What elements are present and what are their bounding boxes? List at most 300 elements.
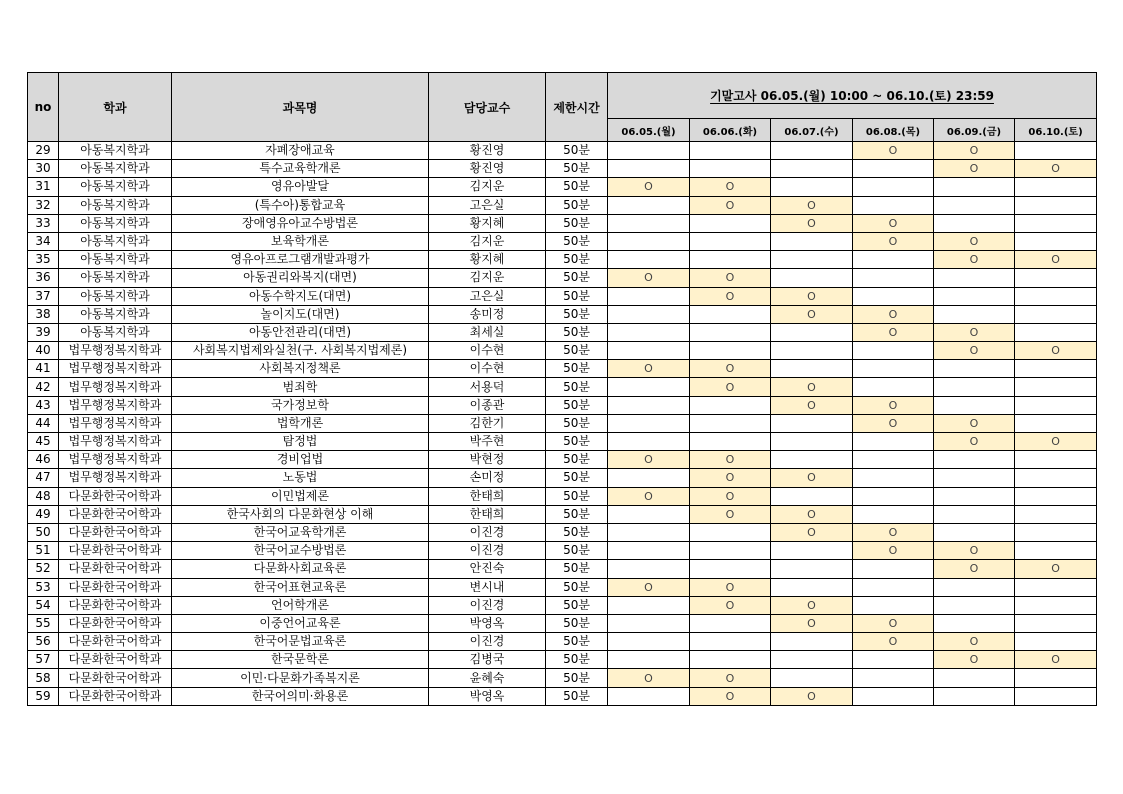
exam-day-empty — [608, 633, 690, 651]
exam-day-mark: O — [690, 178, 771, 196]
exam-day-mark: O — [1015, 342, 1097, 360]
exam-day-empty — [771, 178, 853, 196]
table-row — [28, 178, 1097, 196]
table-row — [28, 269, 1097, 287]
table-row — [28, 669, 1097, 687]
exam-day-empty — [853, 487, 934, 505]
cell-no: 51 — [28, 542, 59, 560]
exam-day-mark: O — [934, 323, 1015, 341]
cell-time-limit: 50분 — [546, 487, 608, 505]
table-row — [28, 251, 1097, 269]
exam-day-empty — [853, 251, 934, 269]
cell-professor: 김지운 — [429, 178, 546, 196]
exam-day-empty — [1015, 214, 1097, 232]
exam-day-empty — [1015, 323, 1097, 341]
exam-day-empty — [934, 687, 1015, 705]
cell-department: 다문화한국어학과 — [59, 614, 172, 632]
cell-professor: 이수현 — [429, 360, 546, 378]
cell-department: 다문화한국어학과 — [59, 560, 172, 578]
cell-course: 한국어교육학개론 — [172, 523, 429, 541]
cell-time-limit: 50분 — [546, 287, 608, 305]
cell-department: 법무행정복지학과 — [59, 414, 172, 432]
exam-day-empty — [853, 269, 934, 287]
exam-day-mark: O — [690, 196, 771, 214]
table-row — [28, 633, 1097, 651]
exam-day-mark: O — [690, 578, 771, 596]
exam-day-empty — [608, 142, 690, 160]
exam-day-mark: O — [934, 414, 1015, 432]
exam-day-empty — [608, 323, 690, 341]
exam-day-empty — [690, 633, 771, 651]
exam-day-mark: O — [853, 396, 934, 414]
exam-day-mark: O — [853, 214, 934, 232]
exam-day-empty — [608, 160, 690, 178]
table-row — [28, 305, 1097, 323]
exam-day-mark: O — [690, 596, 771, 614]
cell-department: 아동복지학과 — [59, 251, 172, 269]
exam-day-empty — [1015, 396, 1097, 414]
exam-day-empty — [690, 305, 771, 323]
table-row — [28, 469, 1097, 487]
cell-course: 놀이지도(대면) — [172, 305, 429, 323]
cell-professor: 황지혜 — [429, 251, 546, 269]
exam-day-empty — [608, 342, 690, 360]
exam-day-empty — [853, 378, 934, 396]
cell-course: 경비업법 — [172, 451, 429, 469]
exam-day-empty — [934, 523, 1015, 541]
exam-day-mark: O — [934, 142, 1015, 160]
exam-day-mark: O — [771, 505, 853, 523]
table-row — [28, 614, 1097, 632]
cell-department: 다문화한국어학과 — [59, 505, 172, 523]
cell-time-limit: 50분 — [546, 523, 608, 541]
exam-day-empty — [608, 287, 690, 305]
cell-professor: 이진경 — [429, 633, 546, 651]
table-row — [28, 487, 1097, 505]
exam-day-empty — [690, 160, 771, 178]
exam-day-empty — [608, 305, 690, 323]
exam-day-empty — [934, 287, 1015, 305]
cell-time-limit: 50분 — [546, 214, 608, 232]
table-row — [28, 396, 1097, 414]
exam-day-empty — [934, 614, 1015, 632]
exam-day-mark: O — [1015, 251, 1097, 269]
cell-course: 아동수학지도(대면) — [172, 287, 429, 305]
cell-course: 탐정법 — [172, 433, 429, 451]
table-row — [28, 578, 1097, 596]
exam-day-mark: O — [690, 269, 771, 287]
cell-course: 한국어문법교육론 — [172, 633, 429, 651]
exam-day-empty — [934, 378, 1015, 396]
col-header-no: no — [28, 73, 59, 142]
cell-course: 법학개론 — [172, 414, 429, 432]
table-row — [28, 160, 1097, 178]
exam-day-empty — [853, 687, 934, 705]
exam-day-empty — [771, 269, 853, 287]
cell-course: 국가정보학 — [172, 396, 429, 414]
cell-professor: 이진경 — [429, 542, 546, 560]
cell-course: 이중언어교육론 — [172, 614, 429, 632]
exam-day-mark: O — [608, 451, 690, 469]
exam-day-empty — [1015, 232, 1097, 250]
table-row — [28, 232, 1097, 250]
exam-day-mark: O — [771, 523, 853, 541]
exam-day-empty — [1015, 451, 1097, 469]
exam-day-empty — [1015, 378, 1097, 396]
cell-time-limit: 50분 — [546, 578, 608, 596]
cell-time-limit: 50분 — [546, 396, 608, 414]
col-header-time-limit: 제한시간 — [546, 73, 608, 142]
cell-time-limit: 50분 — [546, 560, 608, 578]
table-row — [28, 651, 1097, 669]
cell-time-limit: 50분 — [546, 614, 608, 632]
exam-day-empty — [690, 523, 771, 541]
exam-day-empty — [853, 669, 934, 687]
exam-day-empty — [771, 542, 853, 560]
cell-department: 법무행정복지학과 — [59, 360, 172, 378]
cell-course: 한국문학론 — [172, 651, 429, 669]
cell-time-limit: 50분 — [546, 633, 608, 651]
exam-day-empty — [608, 378, 690, 396]
cell-no: 45 — [28, 433, 59, 451]
cell-course: (특수아)통합교육 — [172, 196, 429, 214]
cell-professor: 김지운 — [429, 232, 546, 250]
exam-day-mark: O — [934, 542, 1015, 560]
cell-professor: 한태희 — [429, 487, 546, 505]
exam-day-empty — [771, 651, 853, 669]
exam-day-empty — [934, 487, 1015, 505]
cell-department: 법무행정복지학과 — [59, 433, 172, 451]
exam-period-title: 기말고사 06.05.(월) 10:00 ~ 06.10.(토) 23:59 — [608, 73, 1097, 119]
exam-day-empty — [690, 323, 771, 341]
cell-course: 영유아발달 — [172, 178, 429, 196]
exam-day-mark: O — [853, 633, 934, 651]
cell-professor: 황진영 — [429, 160, 546, 178]
exam-day-empty — [853, 596, 934, 614]
cell-no: 46 — [28, 451, 59, 469]
table-row — [28, 596, 1097, 614]
col-header-day: 06.06.(화) — [690, 119, 771, 142]
cell-time-limit: 50분 — [546, 251, 608, 269]
exam-day-empty — [1015, 596, 1097, 614]
cell-course: 언어학개론 — [172, 596, 429, 614]
cell-time-limit: 50분 — [546, 596, 608, 614]
table-row — [28, 433, 1097, 451]
cell-no: 57 — [28, 651, 59, 669]
exam-day-empty — [771, 251, 853, 269]
exam-day-mark: O — [853, 614, 934, 632]
exam-day-empty — [771, 578, 853, 596]
exam-day-empty — [934, 214, 1015, 232]
cell-course: 사회복지법제와실천(구. 사회복지법제론) — [172, 342, 429, 360]
cell-no: 48 — [28, 487, 59, 505]
exam-day-empty — [934, 178, 1015, 196]
cell-department: 아동복지학과 — [59, 323, 172, 341]
cell-no: 59 — [28, 687, 59, 705]
cell-professor: 안진숙 — [429, 560, 546, 578]
exam-day-empty — [690, 342, 771, 360]
cell-professor: 변시내 — [429, 578, 546, 596]
cell-department: 다문화한국어학과 — [59, 578, 172, 596]
exam-day-mark: O — [608, 487, 690, 505]
table-row — [28, 142, 1097, 160]
cell-course: 아동권리와복지(대면) — [172, 269, 429, 287]
exam-day-empty — [934, 305, 1015, 323]
exam-day-empty — [690, 214, 771, 232]
cell-time-limit: 50분 — [546, 178, 608, 196]
exam-day-empty — [934, 196, 1015, 214]
exam-day-empty — [853, 469, 934, 487]
exam-day-mark: O — [771, 596, 853, 614]
cell-course: 아동안전관리(대면) — [172, 323, 429, 341]
table-body — [28, 142, 1097, 706]
exam-day-empty — [608, 651, 690, 669]
exam-day-empty — [690, 414, 771, 432]
cell-time-limit: 50분 — [546, 505, 608, 523]
exam-day-mark: O — [690, 687, 771, 705]
exam-day-empty — [934, 505, 1015, 523]
header-row — [28, 73, 1097, 119]
table-row — [28, 214, 1097, 232]
cell-no: 42 — [28, 378, 59, 396]
exam-day-mark: O — [690, 669, 771, 687]
exam-day-empty — [771, 414, 853, 432]
cell-time-limit: 50분 — [546, 360, 608, 378]
exam-day-empty — [853, 578, 934, 596]
col-header-day: 06.08.(목) — [853, 119, 934, 142]
exam-day-empty — [771, 142, 853, 160]
exam-day-empty — [1015, 669, 1097, 687]
cell-professor: 김한기 — [429, 414, 546, 432]
exam-day-empty — [690, 396, 771, 414]
cell-time-limit: 50분 — [546, 232, 608, 250]
cell-course: 자폐장애교육 — [172, 142, 429, 160]
cell-department: 법무행정복지학과 — [59, 469, 172, 487]
exam-day-mark: O — [690, 469, 771, 487]
exam-day-empty — [1015, 287, 1097, 305]
exam-day-mark: O — [934, 560, 1015, 578]
cell-department: 아동복지학과 — [59, 287, 172, 305]
exam-day-empty — [608, 523, 690, 541]
cell-time-limit: 50분 — [546, 305, 608, 323]
cell-time-limit: 50분 — [546, 269, 608, 287]
exam-day-mark: O — [1015, 433, 1097, 451]
cell-professor: 한태희 — [429, 505, 546, 523]
exam-day-empty — [608, 505, 690, 523]
exam-day-mark: O — [771, 214, 853, 232]
exam-day-mark: O — [934, 433, 1015, 451]
cell-course: 이민·다문화가족복지론 — [172, 669, 429, 687]
exam-day-mark: O — [853, 232, 934, 250]
cell-no: 58 — [28, 669, 59, 687]
exam-day-empty — [771, 487, 853, 505]
cell-time-limit: 50분 — [546, 142, 608, 160]
exam-day-empty — [853, 505, 934, 523]
cell-professor: 박현정 — [429, 451, 546, 469]
table-row — [28, 560, 1097, 578]
exam-day-empty — [608, 560, 690, 578]
cell-time-limit: 50분 — [546, 414, 608, 432]
cell-no: 55 — [28, 614, 59, 632]
cell-professor: 황지혜 — [429, 214, 546, 232]
exam-day-mark: O — [934, 160, 1015, 178]
exam-day-mark: O — [690, 487, 771, 505]
exam-day-empty — [934, 469, 1015, 487]
cell-time-limit: 50분 — [546, 451, 608, 469]
cell-professor: 김병국 — [429, 651, 546, 669]
cell-department: 다문화한국어학과 — [59, 669, 172, 687]
exam-day-mark: O — [934, 251, 1015, 269]
exam-day-mark: O — [853, 523, 934, 541]
cell-no: 39 — [28, 323, 59, 341]
exam-day-empty — [608, 596, 690, 614]
cell-course: 노동법 — [172, 469, 429, 487]
exam-day-empty — [934, 269, 1015, 287]
exam-day-empty — [1015, 414, 1097, 432]
exam-day-mark: O — [934, 633, 1015, 651]
exam-day-mark: O — [853, 142, 934, 160]
cell-course: 영유아프로그램개발과평가 — [172, 251, 429, 269]
exam-day-mark: O — [853, 305, 934, 323]
cell-time-limit: 50분 — [546, 469, 608, 487]
exam-day-empty — [1015, 542, 1097, 560]
exam-day-empty — [690, 614, 771, 632]
col-header-day: 06.10.(토) — [1015, 119, 1097, 142]
exam-day-empty — [771, 342, 853, 360]
exam-day-empty — [934, 360, 1015, 378]
exam-day-empty — [608, 414, 690, 432]
cell-professor: 윤혜숙 — [429, 669, 546, 687]
exam-day-empty — [1015, 523, 1097, 541]
exam-day-mark: O — [771, 305, 853, 323]
exam-day-empty — [690, 251, 771, 269]
exam-day-empty — [690, 232, 771, 250]
exam-day-mark: O — [1015, 560, 1097, 578]
exam-day-mark: O — [853, 323, 934, 341]
cell-department: 법무행정복지학과 — [59, 451, 172, 469]
exam-day-empty — [690, 560, 771, 578]
cell-time-limit: 50분 — [546, 342, 608, 360]
exam-day-empty — [771, 323, 853, 341]
cell-no: 33 — [28, 214, 59, 232]
cell-department: 아동복지학과 — [59, 178, 172, 196]
exam-day-empty — [934, 669, 1015, 687]
cell-no: 31 — [28, 178, 59, 196]
cell-department: 법무행정복지학과 — [59, 342, 172, 360]
cell-department: 아동복지학과 — [59, 196, 172, 214]
cell-course: 장애영유아교수방법론 — [172, 214, 429, 232]
exam-day-empty — [771, 669, 853, 687]
table-row — [28, 542, 1097, 560]
exam-day-mark: O — [771, 378, 853, 396]
col-header-day: 06.09.(금) — [934, 119, 1015, 142]
cell-department: 아동복지학과 — [59, 160, 172, 178]
cell-course: 한국사회의 다문화현상 이해 — [172, 505, 429, 523]
col-header-department: 학과 — [59, 73, 172, 142]
table-row — [28, 323, 1097, 341]
exam-day-empty — [771, 232, 853, 250]
exam-day-empty — [853, 160, 934, 178]
exam-day-mark: O — [690, 378, 771, 396]
exam-day-empty — [934, 578, 1015, 596]
cell-no: 40 — [28, 342, 59, 360]
exam-day-mark: O — [771, 196, 853, 214]
cell-department: 아동복지학과 — [59, 269, 172, 287]
cell-time-limit: 50분 — [546, 669, 608, 687]
exam-day-empty — [1015, 633, 1097, 651]
cell-professor: 서용덕 — [429, 378, 546, 396]
exam-day-mark: O — [934, 232, 1015, 250]
exam-day-empty — [934, 396, 1015, 414]
cell-professor: 이종관 — [429, 396, 546, 414]
exam-day-empty — [1015, 178, 1097, 196]
exam-day-mark: O — [771, 687, 853, 705]
table-row — [28, 342, 1097, 360]
exam-day-empty — [771, 360, 853, 378]
cell-time-limit: 50분 — [546, 542, 608, 560]
exam-day-empty — [608, 542, 690, 560]
exam-day-empty — [608, 232, 690, 250]
cell-professor: 박영옥 — [429, 687, 546, 705]
exam-day-empty — [1015, 687, 1097, 705]
exam-day-empty — [608, 251, 690, 269]
table-row — [28, 505, 1097, 523]
cell-department: 다문화한국어학과 — [59, 687, 172, 705]
exam-day-mark: O — [608, 178, 690, 196]
cell-course: 특수교육학개론 — [172, 160, 429, 178]
cell-time-limit: 50분 — [546, 378, 608, 396]
cell-department: 다문화한국어학과 — [59, 633, 172, 651]
exam-day-empty — [853, 651, 934, 669]
col-header-day: 06.07.(수) — [771, 119, 853, 142]
exam-day-mark: O — [934, 342, 1015, 360]
exam-day-empty — [771, 560, 853, 578]
exam-day-empty — [608, 196, 690, 214]
exam-day-empty — [853, 560, 934, 578]
exam-day-empty — [771, 451, 853, 469]
cell-professor: 이진경 — [429, 596, 546, 614]
exam-day-empty — [1015, 142, 1097, 160]
cell-no: 56 — [28, 633, 59, 651]
exam-day-empty — [853, 178, 934, 196]
cell-professor: 고은실 — [429, 196, 546, 214]
cell-department: 다문화한국어학과 — [59, 523, 172, 541]
cell-course: 한국어교수방법론 — [172, 542, 429, 560]
exam-day-mark: O — [690, 451, 771, 469]
cell-department: 아동복지학과 — [59, 214, 172, 232]
cell-professor: 이진경 — [429, 523, 546, 541]
exam-day-empty — [934, 596, 1015, 614]
cell-no: 43 — [28, 396, 59, 414]
cell-time-limit: 50분 — [546, 651, 608, 669]
cell-no: 47 — [28, 469, 59, 487]
exam-day-mark: O — [771, 469, 853, 487]
cell-department: 다문화한국어학과 — [59, 596, 172, 614]
exam-day-empty — [608, 687, 690, 705]
exam-day-empty — [690, 542, 771, 560]
exam-day-empty — [1015, 578, 1097, 596]
cell-department: 법무행정복지학과 — [59, 396, 172, 414]
exam-day-mark: O — [608, 669, 690, 687]
cell-no: 54 — [28, 596, 59, 614]
exam-day-empty — [690, 433, 771, 451]
cell-course: 다문화사회교육론 — [172, 560, 429, 578]
cell-course: 한국어표현교육론 — [172, 578, 429, 596]
cell-department: 아동복지학과 — [59, 305, 172, 323]
exam-day-empty — [690, 651, 771, 669]
col-header-day: 06.05.(월) — [608, 119, 690, 142]
cell-professor: 박주현 — [429, 433, 546, 451]
